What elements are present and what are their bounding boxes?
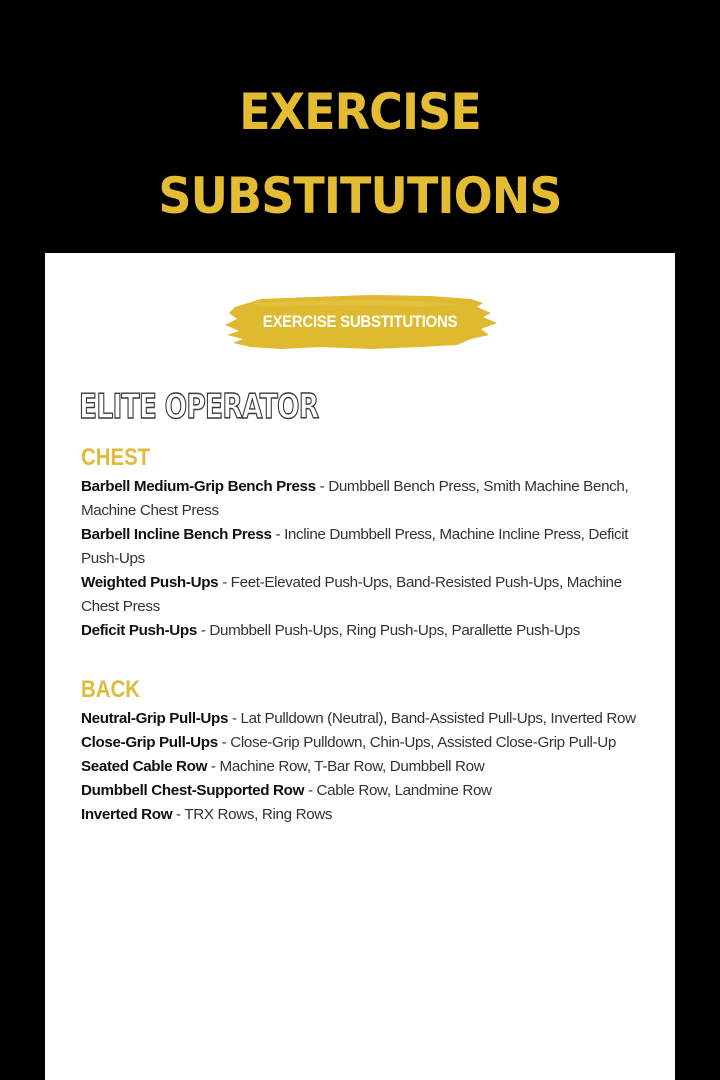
exercise-name: Close-Grip Pull-Ups (81, 734, 218, 751)
substitutes: Dumbbell Bench Press, Smith Machine Bench, Machine Chest Press (81, 478, 629, 519)
list-item: Barbell Medium-Grip Bench Press - Dumbbell Bench Press, Smith Machine Bench, Machine Chest Press (81, 478, 629, 519)
page-title-line-2: SUBSTITUTIONS (158, 167, 562, 225)
list-item: Weighted Push-Ups - Feet-Elevated Push-Ups, Band-Resisted Push-Ups, Machine Chest Press (81, 574, 622, 615)
substitutes: Dumbbell Push-Ups, Ring Push-Ups, Parallette Push-Ups (209, 622, 580, 639)
section-back (81, 675, 651, 827)
exercise-name: Barbell Incline Bench Press (81, 526, 272, 543)
program-title: ELITE OPERATOR (79, 387, 319, 427)
exercise-name: Inverted Row (81, 806, 173, 823)
list-item: Barbell Incline Bench Press - Incline Dumbbell Press, Machine Incline Press, Deficit Push-Ups (81, 526, 629, 567)
list-item: Inverted Row - TRX Rows, Ring Rows (81, 806, 333, 823)
section-chest (81, 443, 651, 643)
substitutes: TRX Rows, Ring Rows (184, 806, 333, 823)
banner-label: EXERCISE SUBSTITUTIONS (262, 312, 458, 331)
exercise-name: Seated Cable Row (81, 758, 208, 775)
substitutes: Incline Dumbbell Press, Machine Incline Press, Deficit Push-Ups (81, 526, 629, 567)
page-title-line-1: EXERCISE (239, 83, 481, 141)
list-item: Deficit Push-Ups - Dumbbell Push-Ups, Ring Push-Ups, Parallette Push-Ups (81, 622, 580, 639)
section-heading: CHEST (81, 444, 151, 471)
document-panel (45, 253, 675, 1080)
list-item: Dumbbell Chest-Supported Row - Cable Row, Landmine Row (81, 782, 492, 799)
exercise-name: Neutral-Grip Pull-Ups (81, 710, 229, 727)
substitutes: Close-Grip Pulldown, Chin-Ups, Assisted Close-Grip Pull-Up (230, 734, 616, 751)
substitutes: Machine Row, T-Bar Row, Dumbbell Row (219, 758, 485, 775)
exercise-name: Deficit Push-Ups (81, 622, 197, 639)
substitutes: Lat Pulldown (Neutral), Band-Assisted Pull-Ups, Inverted Row (240, 710, 636, 727)
list-item: Close-Grip Pull-Ups - Close-Grip Pulldown, Chin-Ups, Assisted Close-Grip Pull-Up (81, 734, 616, 751)
substitutes: Feet-Elevated Push-Ups, Band-Resisted Push-Ups, Machine Chest Press (81, 574, 622, 615)
exercise-name: Dumbbell Chest-Supported Row (81, 782, 305, 799)
exercise-name: Barbell Medium-Grip Bench Press (81, 478, 316, 495)
list-item: Seated Cable Row - Machine Row, T-Bar Row, Dumbbell Row (81, 758, 485, 775)
section-heading: BACK (81, 676, 140, 703)
list-item: Neutral-Grip Pull-Ups - Lat Pulldown (Neutral), Band-Assisted Pull-Ups, Inverted Row (81, 710, 636, 727)
page-title (29, 68, 691, 240)
substitutes: Cable Row, Landmine Row (316, 782, 492, 799)
section-banner (221, 289, 499, 355)
exercise-name: Weighted Push-Ups (81, 574, 219, 591)
